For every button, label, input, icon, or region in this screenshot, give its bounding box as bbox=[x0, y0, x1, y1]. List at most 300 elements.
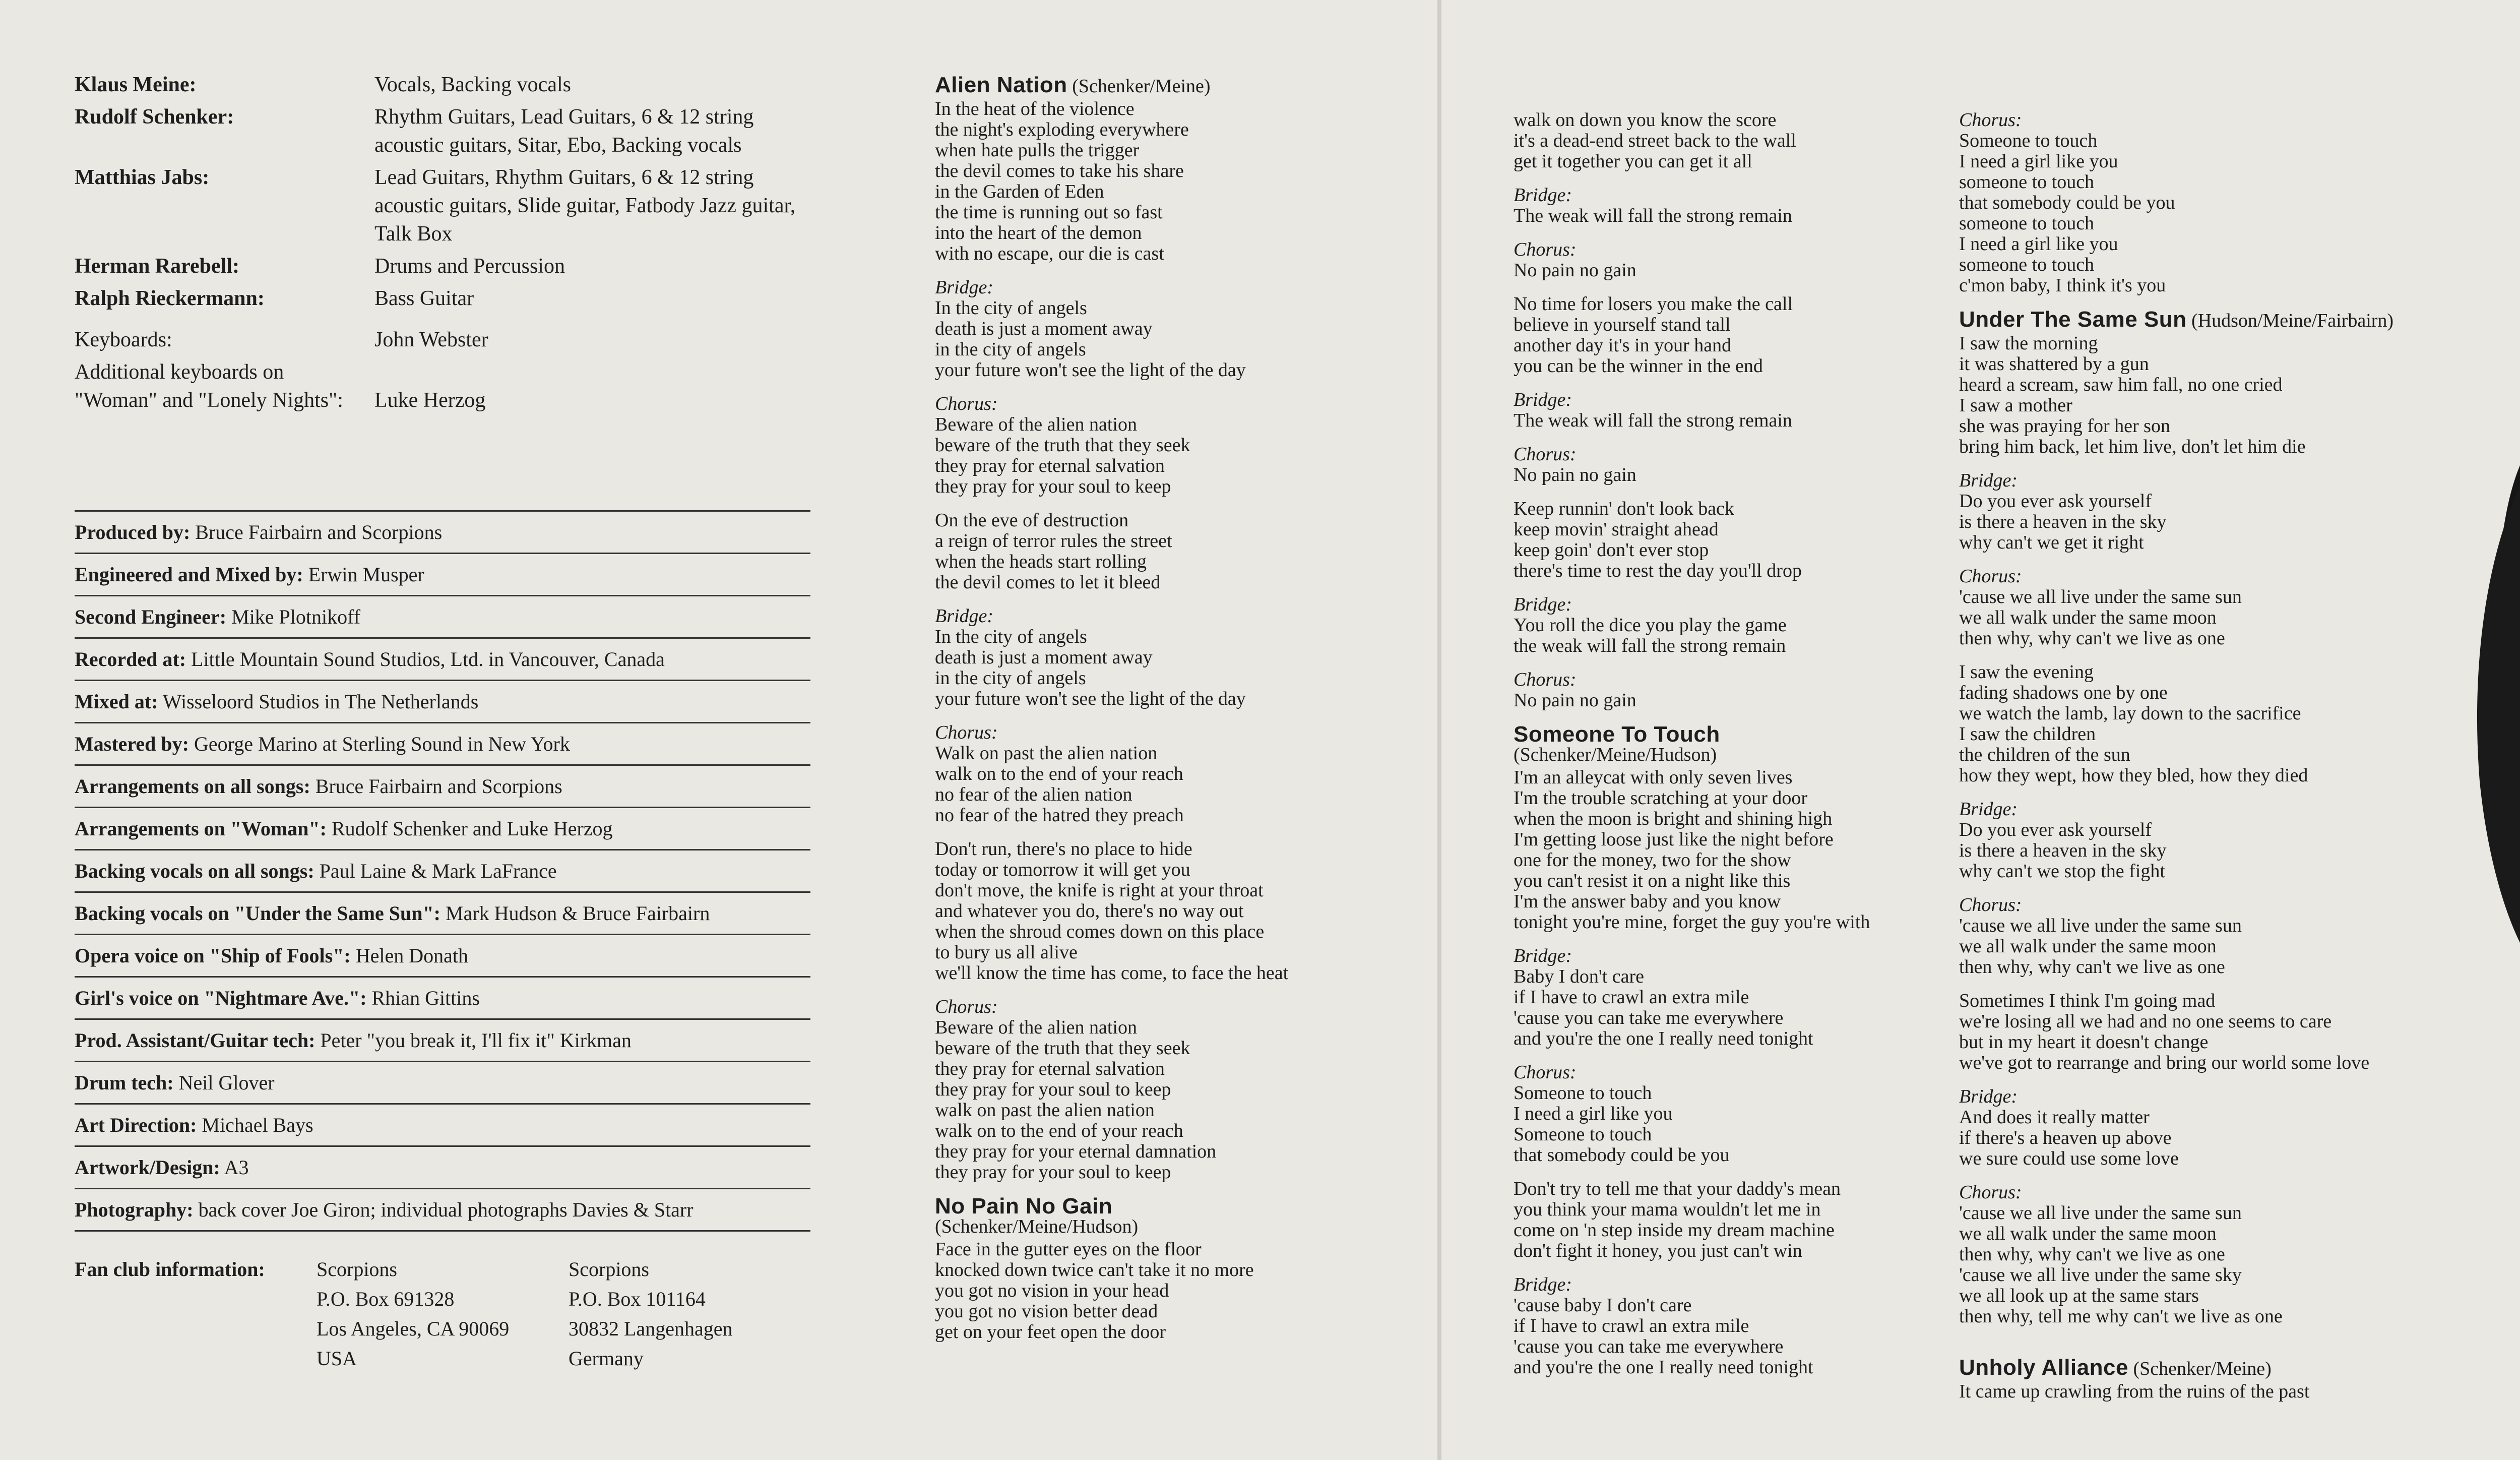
lyric-line: another day it's in your hand bbox=[1514, 335, 1732, 356]
credit-row bbox=[75, 850, 810, 893]
lyric-stanza bbox=[935, 839, 1373, 984]
member-row bbox=[75, 71, 821, 99]
lyric-line: we'll know the time has come, to face the heat bbox=[935, 962, 1289, 984]
lyric-line: you got no vision better dead bbox=[935, 1301, 1158, 1322]
credit-row bbox=[75, 808, 810, 850]
lyric-line: Keep runnin' don't look back bbox=[1514, 498, 1734, 519]
lyric-line: Do you ever ask yourself bbox=[1959, 491, 2152, 512]
lyric-line: come on 'n step inside my dream machine bbox=[1514, 1220, 1835, 1241]
lyric-stanza bbox=[1514, 1179, 1952, 1261]
lyric-stanza bbox=[1514, 670, 1952, 711]
additional-keyboards-row bbox=[75, 358, 821, 386]
lyric-line: The weak will fall the strong remain bbox=[1514, 410, 1792, 431]
lyric-line: no fear of the alien nation bbox=[935, 784, 1132, 805]
lyric-stanza bbox=[1514, 767, 1952, 933]
credit-value: Wisseloord Studios in The Netherlands bbox=[162, 690, 479, 713]
keyboards-row bbox=[75, 326, 821, 354]
lyric-line: when the shroud comes down on this place bbox=[935, 921, 1265, 942]
lyric-line: Do you ever ask yourself bbox=[1959, 819, 2152, 840]
song-title: Someone To Touch bbox=[1514, 722, 1720, 747]
lyric-line: how they wept, how they bled, how they died bbox=[1959, 765, 2308, 786]
lyric-line: No pain no gain bbox=[1514, 690, 1636, 711]
credit-row bbox=[75, 681, 810, 723]
lyric-line: Walk on past the alien nation bbox=[935, 743, 1158, 764]
lyric-line: In the heat of the violence bbox=[935, 98, 1135, 119]
lyric-line: the time is running out so fast bbox=[935, 202, 1163, 223]
lyric-line: someone to touch bbox=[1959, 213, 2095, 234]
lyric-line: believe in yourself stand tall bbox=[1514, 314, 1731, 335]
lyric-line: I'm an alleycat with only seven lives bbox=[1514, 767, 1793, 788]
lyric-line: we all walk under the same moon bbox=[1959, 1223, 2217, 1244]
stanza-label: Bridge: bbox=[1514, 1274, 1572, 1295]
lyric-line: someone to touch bbox=[1959, 254, 2095, 275]
additional-label-2: "Woman" and "Lonely Nights": bbox=[75, 389, 343, 412]
song-someone-to-touch bbox=[1514, 724, 1952, 1378]
lyric-line: your future won't see the light of the day bbox=[935, 359, 1246, 381]
lyric-line: it's a dead-end street back to the wall bbox=[1514, 130, 1796, 151]
lyric-line: Baby I don't care bbox=[1514, 966, 1645, 987]
lyric-line: we sure could use some love bbox=[1959, 1148, 2179, 1169]
lyric-line: 'cause you can take me everywhere bbox=[1514, 1007, 1784, 1028]
lyric-line: and you're the one I really need tonight bbox=[1514, 1357, 1813, 1378]
keyboards-value: John Webster bbox=[374, 328, 488, 351]
lyric-line: don't move, the knife is right at your throat bbox=[935, 880, 1264, 901]
lyric-line: fading shadows one by one bbox=[1959, 682, 2168, 703]
credit-label: Engineered and Mixed by: bbox=[75, 563, 303, 586]
credit-value: Mark Hudson & Bruce Fairbairn bbox=[446, 902, 710, 925]
lyric-line: walk on to the end of your reach bbox=[935, 763, 1183, 784]
lyric-line: walk on down you know the score bbox=[1514, 109, 1777, 131]
lyric-line: she was praying for her son bbox=[1959, 415, 2170, 437]
lyric-line: don't fight it honey, you just can't win bbox=[1514, 1240, 1802, 1261]
credit-value: Neil Glover bbox=[178, 1071, 275, 1094]
lyric-line: get on your feet open the door bbox=[935, 1321, 1166, 1343]
booklet-fold bbox=[1437, 0, 1441, 1460]
lyric-line: No pain no gain bbox=[1514, 464, 1636, 485]
lyric-line: someone to touch bbox=[1959, 171, 2095, 193]
lyric-line: we all look up at the same stars bbox=[1959, 1285, 2199, 1306]
song-authors: (Schenker/Meine/Hudson) bbox=[1514, 744, 1717, 765]
lyric-line: death is just a moment away bbox=[935, 318, 1153, 339]
lyric-line: they pray for your soul to keep bbox=[935, 476, 1171, 497]
lyric-line: to bury us all alive bbox=[935, 942, 1078, 963]
lyric-stanza bbox=[935, 1239, 1373, 1343]
lyric-stanza bbox=[935, 277, 1373, 381]
lyric-blocks bbox=[1959, 333, 2513, 1327]
lyric-line: I saw the children bbox=[1959, 723, 2096, 745]
lyric-line: I'm the trouble scratching at your door bbox=[1514, 787, 1808, 809]
lyric-line: The weak will fall the strong remain bbox=[1514, 205, 1792, 226]
credit-label: Mixed at: bbox=[75, 690, 158, 713]
credit-value: Erwin Musper bbox=[308, 563, 424, 586]
lyric-line: Don't run, there's no place to hide bbox=[935, 838, 1192, 860]
lyric-stanza bbox=[1514, 1062, 1952, 1166]
member-row bbox=[75, 284, 821, 313]
lyric-line: they pray for eternal salvation bbox=[935, 1058, 1165, 1079]
credit-row bbox=[75, 639, 810, 681]
member-role: Rhythm Guitars, Lead Guitars, 6 & 12 string acoustic guitars, Sitar, Ebo, Backing vocals bbox=[374, 105, 754, 157]
lyric-line: why can't we stop the fight bbox=[1959, 861, 2165, 882]
address-line: Scorpions bbox=[317, 1258, 397, 1281]
lyric-line: And does it really matter bbox=[1959, 1107, 2150, 1128]
credit-row bbox=[75, 935, 810, 978]
lyric-line: they pray for your soul to keep bbox=[935, 1079, 1171, 1100]
stanza-label: Bridge: bbox=[1514, 185, 1572, 206]
address-line: Scorpions bbox=[569, 1258, 649, 1281]
lyric-line: they pray for your eternal damnation bbox=[935, 1141, 1217, 1162]
lyric-line: the devil comes to take his share bbox=[935, 160, 1184, 181]
lyric-line: we've got to rearrange and bring our world some love bbox=[1959, 1052, 2370, 1073]
lyric-line: c'mon baby, I think it's you bbox=[1959, 275, 2166, 296]
song-no-pain-no-gain-cont bbox=[1514, 110, 1952, 711]
lyric-stanza bbox=[1514, 185, 1952, 226]
credit-label: Arrangements on all songs: bbox=[75, 775, 310, 798]
lyric-stanza bbox=[935, 606, 1373, 709]
credit-value: Peter "you break it, I'll fix it" Kirkman bbox=[320, 1029, 632, 1052]
song-title: Under The Same Sun bbox=[1959, 307, 2187, 332]
song-title: Alien Nation bbox=[935, 73, 1067, 97]
lyric-line: the night's exploding everywhere bbox=[935, 119, 1189, 140]
lyric-line: no fear of the hatred they preach bbox=[935, 805, 1184, 826]
lyric-blocks bbox=[1514, 767, 1952, 1378]
lyric-line: we all walk under the same moon bbox=[1959, 607, 2217, 628]
credit-value: Little Mountain Sound Studios, Ltd. in Vancouver, Canada bbox=[191, 648, 665, 671]
stanza-label: Bridge: bbox=[1514, 945, 1572, 966]
additional-value: Luke Herzog bbox=[374, 389, 486, 412]
stanza-label: Bridge: bbox=[935, 277, 994, 298]
lyric-line: Face in the gutter eyes on the floor bbox=[935, 1239, 1202, 1260]
lyric-line: I'm the answer baby and you know bbox=[1514, 891, 1781, 912]
lyric-line: and you're the one I really need tonight bbox=[1514, 1028, 1813, 1049]
stanza-label: Bridge: bbox=[935, 605, 994, 627]
stanza-label: Chorus: bbox=[935, 996, 998, 1017]
fan-club-label: Fan club information: bbox=[75, 1258, 265, 1281]
lyric-line: today or tomorrow it will get you bbox=[935, 859, 1190, 880]
lyric-stanza bbox=[1959, 1182, 2513, 1327]
lyric-stanza bbox=[1514, 946, 1952, 1049]
lyric-line: your future won't see the light of the day bbox=[935, 688, 1246, 709]
lyric-line: I saw the morning bbox=[1959, 333, 2098, 354]
member-name: Klaus Meine: bbox=[75, 73, 197, 96]
credit-label: Prod. Assistant/Guitar tech: bbox=[75, 1029, 316, 1052]
stanza-label: Chorus: bbox=[1514, 1062, 1577, 1083]
member-row bbox=[75, 163, 821, 248]
lyric-line: they pray for eternal salvation bbox=[935, 455, 1165, 476]
lyric-line: walk on past the alien nation bbox=[935, 1100, 1155, 1121]
stanza-label: Chorus: bbox=[1514, 239, 1577, 260]
lyric-line: keep movin' straight ahead bbox=[1514, 519, 1719, 540]
lyric-stanza bbox=[935, 510, 1373, 593]
address-line: Germany bbox=[569, 1347, 644, 1370]
lyric-stanza bbox=[1959, 991, 2513, 1073]
additional-label-1: Additional keyboards on bbox=[75, 360, 284, 384]
song-unholy-alliance bbox=[1959, 1357, 2513, 1402]
lyric-stanza bbox=[1959, 333, 2513, 457]
lyric-line: then why, tell me why can't we live as one bbox=[1959, 1306, 2283, 1327]
credit-row bbox=[75, 1062, 810, 1105]
lyric-line: you can't resist it on a night like this bbox=[1514, 870, 1791, 891]
address-line: Los Angeles, CA 90069 bbox=[317, 1317, 510, 1340]
member-role: Vocals, Backing vocals bbox=[374, 73, 571, 96]
lyric-line: get it together you can get it all bbox=[1514, 151, 1752, 172]
lyric-line: you can be the winner in the end bbox=[1514, 355, 1763, 377]
lyric-line: you got no vision in your head bbox=[935, 1280, 1169, 1301]
lyrics-column-b bbox=[1514, 110, 1952, 1391]
lyric-line: is there a heaven in the sky bbox=[1959, 511, 2167, 532]
address-line: P.O. Box 691328 bbox=[317, 1288, 455, 1310]
credit-row bbox=[75, 1020, 810, 1062]
member-name: Herman Rarebell: bbox=[75, 255, 239, 278]
lyric-line: In the city of angels bbox=[935, 297, 1087, 319]
lyric-stanza bbox=[935, 997, 1373, 1183]
stanza-label: Bridge: bbox=[1959, 799, 2018, 820]
credit-row bbox=[75, 978, 810, 1020]
stanza-label: Chorus: bbox=[935, 722, 998, 743]
lyric-stanza bbox=[1514, 239, 1952, 281]
lyric-stanza bbox=[1959, 1086, 2513, 1169]
lyric-line: Someone to touch bbox=[1959, 130, 2098, 151]
lyric-blocks bbox=[935, 1239, 1373, 1343]
lyric-line: beware of the truth that they seek bbox=[935, 435, 1190, 456]
lyric-line: is there a heaven in the sky bbox=[1959, 840, 2167, 861]
lyric-stanza bbox=[1514, 390, 1952, 431]
lyric-line: why can't we get it right bbox=[1959, 532, 2144, 553]
lyric-line: when hate pulls the trigger bbox=[935, 140, 1140, 161]
lyric-line: I need a girl like you bbox=[1959, 151, 2118, 172]
lyric-line: 'cause we all live under the same sun bbox=[1959, 915, 2242, 936]
lyric-stanza bbox=[1514, 1274, 1952, 1378]
credit-value: Bruce Fairbairn and Scorpions bbox=[315, 775, 562, 798]
right-page bbox=[1441, 0, 2520, 1460]
address-line: P.O. Box 101164 bbox=[569, 1288, 706, 1310]
member-name: Matthias Jabs: bbox=[75, 166, 210, 189]
stanza-label: Chorus: bbox=[1959, 566, 2022, 587]
credit-value: Helen Donath bbox=[355, 944, 469, 967]
lyric-line: 'cause baby I don't care bbox=[1514, 1295, 1692, 1316]
song-title: Unholy Alliance bbox=[1959, 1355, 2128, 1380]
lyric-stanza bbox=[935, 99, 1373, 264]
lyric-line: in the city of angels bbox=[935, 667, 1086, 689]
lyric-stanza bbox=[1514, 110, 1952, 172]
lyric-line: keep goin' don't ever stop bbox=[1514, 539, 1709, 561]
lyric-line: You roll the dice you play the game bbox=[1514, 615, 1787, 636]
credit-value: Mike Plotnikoff bbox=[231, 605, 361, 628]
lyric-line: 'cause we all live under the same sun bbox=[1959, 1202, 2242, 1224]
lyric-line: you think your mama wouldn't let me in bbox=[1514, 1199, 1821, 1220]
credit-label: Drum tech: bbox=[75, 1071, 174, 1094]
address-line: 30832 Langenhagen bbox=[569, 1317, 733, 1340]
credit-label: Mastered by: bbox=[75, 733, 189, 755]
credit-row bbox=[75, 1189, 810, 1232]
lyric-line: 'cause we all live under the same sun bbox=[1959, 586, 2242, 607]
lyric-stanza bbox=[1959, 566, 2513, 649]
lyric-stanza bbox=[1959, 662, 2513, 786]
lyric-line: death is just a moment away bbox=[935, 647, 1153, 668]
member-row bbox=[75, 252, 821, 280]
lyric-line: No time for losers you make the call bbox=[1514, 293, 1793, 315]
lyric-line: the weak will fall the strong remain bbox=[1514, 635, 1786, 656]
lyric-stanza bbox=[1959, 895, 2513, 978]
credit-row bbox=[75, 596, 810, 639]
credit-value: Rudolf Schenker and Luke Herzog bbox=[331, 817, 613, 840]
credit-label: Artwork/Design: bbox=[75, 1156, 220, 1179]
lyric-stanza bbox=[1514, 594, 1952, 656]
credit-row bbox=[75, 893, 810, 935]
stanza-label: Chorus: bbox=[1514, 669, 1577, 690]
lyric-line: if there's a heaven up above bbox=[1959, 1127, 2172, 1148]
song-title: No Pain No Gain bbox=[935, 1194, 1113, 1219]
lyric-stanza bbox=[935, 394, 1373, 497]
stanza-label: Bridge: bbox=[1514, 594, 1572, 615]
lyric-line: 'cause you can take me everywhere bbox=[1514, 1336, 1784, 1357]
lyric-line: Beware of the alien nation bbox=[935, 414, 1137, 435]
member-name: Ralph Rieckermann: bbox=[75, 287, 265, 310]
lyric-line: then why, why can't we live as one bbox=[1959, 628, 2225, 649]
credit-label: Backing vocals on "Under the Same Sun": bbox=[75, 902, 440, 925]
lyric-line: the devil comes to let it bleed bbox=[935, 572, 1161, 593]
lyric-line: tonight you're mine, forget the guy you're with bbox=[1514, 911, 1870, 933]
lyric-line: Someone to touch bbox=[1514, 1124, 1652, 1145]
lyric-line: Sometimes I think I'm going mad bbox=[1959, 990, 2216, 1011]
credit-value: A3 bbox=[224, 1156, 249, 1179]
lyric-line: if I have to crawl an extra mile bbox=[1514, 987, 1749, 1008]
credit-label: Photography: bbox=[75, 1198, 194, 1221]
stanza-label: Bridge: bbox=[1514, 389, 1572, 410]
lyric-line: beware of the truth that they seek bbox=[935, 1038, 1190, 1059]
song-authors: (Schenker/Meine) bbox=[1072, 76, 1211, 97]
song-someone-to-touch-cont bbox=[1959, 110, 2513, 296]
production-credits bbox=[75, 510, 810, 1232]
lyric-line: into the heart of the demon bbox=[935, 222, 1142, 244]
credit-value: Michael Bays bbox=[202, 1114, 313, 1136]
lyric-line: when the moon is bright and shining high bbox=[1514, 808, 1833, 829]
credit-label: Produced by: bbox=[75, 521, 191, 543]
stanza-label: Chorus: bbox=[1959, 894, 2022, 916]
stanza-label: Chorus: bbox=[935, 393, 998, 414]
lyric-line: when the heads start rolling bbox=[935, 551, 1147, 572]
song-alien-nation bbox=[935, 75, 1373, 1183]
lyric-stanza bbox=[1959, 799, 2513, 882]
lyric-line: we all walk under the same moon bbox=[1959, 936, 2217, 957]
song-authors: (Schenker/Meine) bbox=[2133, 1358, 2272, 1379]
lyric-line: we watch the lamb, lay down to the sacrifice bbox=[1959, 703, 2301, 724]
member-row bbox=[75, 103, 821, 159]
stanza-label: Bridge: bbox=[1959, 470, 2018, 491]
lyric-stanza bbox=[1514, 294, 1952, 377]
additional-keyboards-row-2 bbox=[75, 386, 821, 414]
lyric-blocks bbox=[1959, 110, 2513, 296]
lyric-line: then why, why can't we live as one bbox=[1959, 956, 2225, 978]
lyric-line: the children of the sun bbox=[1959, 744, 2130, 765]
lyric-stanza bbox=[1959, 110, 2513, 296]
credit-label: Recorded at: bbox=[75, 648, 186, 671]
credit-value: George Marino at Sterling Sound in New York bbox=[194, 733, 570, 755]
credit-label: Art Direction: bbox=[75, 1114, 197, 1136]
lyric-line: we're losing all we had and no one seems to care bbox=[1959, 1011, 2332, 1032]
stanza-label: Chorus: bbox=[1959, 1182, 2022, 1203]
lyric-line: in the city of angels bbox=[935, 339, 1086, 360]
credit-row bbox=[75, 723, 810, 766]
credit-value: Paul Laine & Mark LaFrance bbox=[319, 860, 557, 882]
lyric-line: one for the money, two for the show bbox=[1514, 849, 1791, 871]
lyrics-column-c bbox=[1959, 110, 2513, 1413]
lyric-line: In the city of angels bbox=[935, 626, 1087, 647]
credit-label: Second Engineer: bbox=[75, 605, 227, 628]
lyric-line: with no escape, our die is cast bbox=[935, 243, 1164, 264]
lyric-line: bring him back, let him live, don't let him die bbox=[1959, 436, 2306, 457]
lyric-line: walk on to the end of your reach bbox=[935, 1120, 1183, 1141]
song-authors: (Schenker/Meine/Hudson) bbox=[935, 1216, 1139, 1237]
credit-label: Girl's voice on "Nightmare Ave.": bbox=[75, 987, 367, 1009]
lyric-line: I need a girl like you bbox=[1959, 233, 2118, 255]
credit-label: Backing vocals on all songs: bbox=[75, 860, 314, 882]
member-role: Lead Guitars, Rhythm Guitars, 6 & 12 string acoustic guitars, Slide guitar, Fatbody Jazz guitar, Talk Box bbox=[374, 166, 796, 246]
lyric-line: Someone to touch bbox=[1514, 1082, 1652, 1104]
credit-row bbox=[75, 554, 810, 596]
lyric-blocks bbox=[1514, 110, 1952, 711]
credit-row bbox=[75, 512, 810, 554]
member-name: Rudolf Schenker: bbox=[75, 105, 234, 129]
stanza-label: Chorus: bbox=[1514, 444, 1577, 465]
keyboards-label: Keyboards: bbox=[75, 328, 172, 351]
lyric-line: that somebody could be you bbox=[1514, 1144, 1730, 1166]
lyric-line: It came up crawling from the ruins of the past bbox=[1959, 1381, 2310, 1402]
lyric-stanza bbox=[935, 722, 1373, 826]
lyric-stanza bbox=[1514, 499, 1952, 581]
fan-club-address-usa bbox=[317, 1254, 558, 1373]
fan-club-address-germany bbox=[569, 1254, 810, 1373]
credit-label: Opera voice on "Ship of Fools": bbox=[75, 944, 351, 967]
lyric-line: if I have to crawl an extra mile bbox=[1514, 1315, 1749, 1336]
lyric-blocks bbox=[935, 99, 1373, 1183]
lyric-line: that somebody could be you bbox=[1959, 192, 2175, 213]
lyric-line: I saw a mother bbox=[1959, 395, 2072, 416]
song-no-pain-no-gain bbox=[935, 1196, 1373, 1343]
lyric-line: knocked down twice can't take it no more bbox=[935, 1259, 1254, 1281]
credit-row bbox=[75, 1105, 810, 1147]
lyrics-column-a bbox=[935, 75, 1373, 1356]
lyric-line: then why, why can't we live as one bbox=[1959, 1244, 2225, 1265]
lyric-line: it was shattered by a gun bbox=[1959, 353, 2149, 375]
lyric-line: and whatever you do, there's no way out bbox=[935, 900, 1244, 922]
member-role: Drums and Percussion bbox=[374, 255, 565, 278]
lyric-line: heard a scream, saw him fall, no one cried bbox=[1959, 374, 2283, 395]
credit-row bbox=[75, 1147, 810, 1189]
song-under-the-same-sun bbox=[1959, 309, 2513, 1327]
lyric-line: in the Garden of Eden bbox=[935, 181, 1104, 202]
credit-row bbox=[75, 766, 810, 808]
stanza-label: Bridge: bbox=[1959, 1086, 2018, 1107]
credit-value: Bruce Fairbairn and Scorpions bbox=[195, 521, 443, 543]
band-members bbox=[75, 71, 821, 418]
address-line: USA bbox=[317, 1347, 357, 1370]
lyric-line: I need a girl like you bbox=[1514, 1103, 1673, 1124]
member-role: Bass Guitar bbox=[374, 287, 474, 310]
credit-value: Rhian Gittins bbox=[371, 987, 480, 1009]
lyric-line: but in my heart it doesn't change bbox=[1959, 1031, 2209, 1053]
lyric-stanza bbox=[1514, 444, 1952, 485]
lyric-line: On the eve of destruction bbox=[935, 510, 1129, 531]
lyric-line: I saw the evening bbox=[1959, 661, 2094, 683]
song-authors: (Hudson/Meine/Fairbairn) bbox=[2191, 310, 2394, 331]
lyric-line: a reign of terror rules the street bbox=[935, 530, 1172, 552]
lyric-line: No pain no gain bbox=[1514, 260, 1636, 281]
credit-label: Arrangements on "Woman": bbox=[75, 817, 327, 840]
lyric-line: 'cause we all live under the same sky bbox=[1959, 1264, 2242, 1286]
lyric-line: Beware of the alien nation bbox=[935, 1017, 1137, 1038]
lyric-line: Don't try to tell me that your daddy's mean bbox=[1514, 1178, 1841, 1199]
lyric-line: they pray for your soul to keep bbox=[935, 1162, 1171, 1183]
